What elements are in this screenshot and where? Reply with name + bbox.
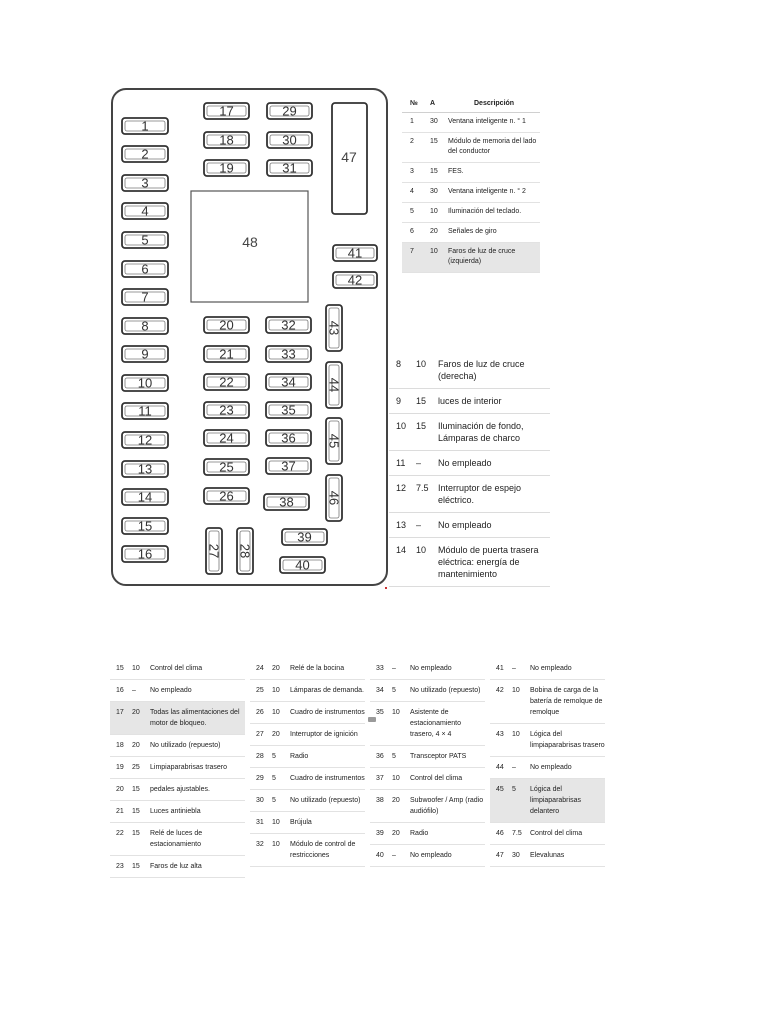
table-row	[250, 724, 365, 746]
fuse-amps: 5	[392, 680, 410, 702]
fuse-description: pedales ajustables.	[150, 779, 245, 801]
fuse-label: 28	[237, 543, 253, 559]
table-row	[370, 845, 485, 867]
fuse-amps: –	[392, 845, 410, 867]
fuse-13	[122, 461, 168, 477]
table-header-row	[402, 96, 540, 113]
fuse-42	[333, 272, 377, 288]
header-amps: A	[430, 96, 448, 113]
fuse-number: 47	[490, 845, 512, 867]
table-row	[250, 834, 365, 867]
fuse-38	[264, 494, 309, 510]
fuse-4	[122, 203, 168, 219]
fuse-number: 4	[402, 183, 430, 203]
fuse-table-1-7	[402, 96, 540, 273]
fuse-label: 38	[279, 494, 294, 510]
fuse-7	[122, 289, 168, 305]
fuse-43	[326, 305, 342, 351]
header-description: Descripción	[448, 96, 540, 113]
fuse-description: Módulo de control de restricciones	[290, 834, 365, 867]
fuse-number: 26	[250, 702, 272, 724]
table-row	[490, 680, 605, 724]
table-row	[250, 812, 365, 834]
fuse-24	[204, 430, 249, 446]
fuse-description: Subwoofer / Amp (radio audiófilo)	[410, 790, 485, 823]
fuse-amps: –	[416, 513, 438, 538]
fuse-label: 16	[137, 546, 153, 562]
fuse-label: 25	[219, 459, 234, 475]
fuse-description: No empleado	[438, 513, 550, 538]
fuse-description: Control del clima	[410, 768, 485, 790]
fuse-8	[122, 318, 168, 334]
table-row	[110, 658, 245, 680]
fuse-10	[122, 375, 168, 391]
fuse-label: 35	[281, 402, 296, 418]
table-row	[250, 746, 365, 768]
table-row	[389, 538, 550, 587]
fuse-label: 46	[326, 490, 342, 506]
fuse-18	[204, 132, 249, 148]
fuse-21	[204, 346, 249, 362]
fuse-number: 36	[370, 746, 392, 768]
table-row	[110, 856, 245, 878]
fuse-number: 39	[370, 823, 392, 845]
table-row	[402, 183, 540, 203]
fuse-amps: 10	[430, 243, 448, 273]
fuse-label: 33	[281, 346, 296, 362]
table-row	[250, 680, 365, 702]
fuse-table-8-14	[389, 352, 550, 587]
fuse-description: Ventana inteligente n. ° 2	[448, 183, 540, 203]
fuse-label: 23	[219, 402, 234, 418]
fuse-37	[266, 458, 311, 474]
fuse-label: 44	[326, 377, 342, 393]
fuse-39	[282, 529, 327, 545]
fuse-amps: 10	[430, 203, 448, 223]
fuse-amps: 10	[512, 724, 530, 757]
fuse-amps: –	[512, 757, 530, 779]
fuse-amps: 30	[512, 845, 530, 867]
fuse-number: 46	[490, 823, 512, 845]
fuse-number: 28	[250, 746, 272, 768]
fuse-number: 5	[402, 203, 430, 223]
fuse-22	[204, 374, 249, 390]
fuse-label: 15	[137, 518, 153, 534]
corner-mark	[385, 587, 387, 589]
fuse-label: 5	[141, 232, 149, 248]
table-row	[490, 724, 605, 757]
fuse-amps: 15	[132, 856, 150, 878]
table-row	[490, 823, 605, 845]
fuse-label: 6	[141, 261, 149, 277]
fuse-label: 43	[326, 320, 342, 336]
fuse-description: Faros de luz de cruce (derecha)	[438, 352, 550, 389]
fuse-number: 12	[389, 476, 416, 513]
column-resize-handle[interactable]	[368, 717, 376, 722]
table-row	[402, 113, 540, 133]
fuse-number: 24	[250, 658, 272, 680]
fuse-description: Control del clima	[150, 658, 245, 680]
fuse-amps: 20	[272, 724, 290, 746]
fuse-description: Relé de la bocina	[290, 658, 365, 680]
table-row	[389, 513, 550, 538]
fuse-label: 45	[326, 433, 342, 449]
fuse-number: 8	[389, 352, 416, 389]
fuse-label: 40	[295, 557, 310, 573]
fuse-description: No utilizado (repuesto)	[290, 790, 365, 812]
fuse-14	[122, 489, 168, 505]
fuse-label: 7	[141, 289, 149, 305]
fuse-15	[122, 518, 168, 534]
fuse-amps: 5	[272, 746, 290, 768]
fuse-number: 34	[370, 680, 392, 702]
fuse-6	[122, 261, 168, 277]
table-row	[110, 779, 245, 801]
fuse-number: 7	[402, 243, 430, 273]
fuse-amps: 10	[392, 702, 410, 746]
table-row	[389, 414, 550, 451]
fuse-5	[122, 232, 168, 248]
fuse-34	[266, 374, 311, 390]
fuse-description: Módulo de puerta trasera eléctrica: energía de mantenimiento	[438, 538, 550, 587]
fuse-amps: 10	[512, 680, 530, 724]
fuse-description: Lógica del limpiaparabrisas trasero	[530, 724, 605, 757]
fuse-label: 41	[347, 245, 363, 261]
fuse-label: 20	[219, 317, 234, 333]
fuse-description: Cuadro de instrumentos	[290, 702, 365, 724]
fuse-number: 14	[389, 538, 416, 587]
fuse-number: 23	[110, 856, 132, 878]
fuse-table-15-23	[110, 658, 245, 878]
fuse-2	[122, 146, 168, 162]
fuse-number: 19	[110, 757, 132, 779]
fuse-description: No empleado	[530, 757, 605, 779]
fuse-40	[280, 557, 325, 573]
fuse-description: Asistente de estacionamiento trasero, 4 × 4	[410, 702, 485, 746]
fuse-label: 10	[137, 375, 153, 391]
fuse-amps: 20	[392, 823, 410, 845]
fuse-description: Lámparas de demanda.	[290, 680, 365, 702]
fuse-description: Bobina de carga de la batería de remolque de remolque	[530, 680, 605, 724]
fuse-number: 40	[370, 845, 392, 867]
table-row	[370, 823, 485, 845]
fuse-label: 29	[282, 103, 297, 119]
relay-48	[191, 191, 308, 302]
fuse-41	[333, 245, 377, 261]
table-row	[370, 768, 485, 790]
table-row	[490, 845, 605, 867]
table-row	[370, 680, 485, 702]
relay-47	[332, 103, 367, 214]
table-row	[250, 658, 365, 680]
table-row	[389, 389, 550, 414]
fuse-46	[326, 475, 342, 521]
relay-label: 47	[341, 149, 357, 165]
fuse-label: 17	[219, 103, 234, 119]
fuse-number: 2	[402, 133, 430, 163]
fuse-29	[267, 103, 312, 119]
fuse-16	[122, 546, 168, 562]
fuse-number: 42	[490, 680, 512, 724]
fuse-32	[266, 317, 311, 333]
table-row	[110, 757, 245, 779]
fuse-9	[122, 346, 168, 362]
fuse-description: No empleado	[530, 658, 605, 680]
fuse-label: 4	[141, 203, 149, 219]
table-row	[402, 133, 540, 163]
fuse-17	[204, 103, 249, 119]
fuse-30	[267, 132, 312, 148]
fuse-description: No empleado	[438, 451, 550, 476]
fuse-label: 1	[141, 118, 149, 134]
fuse-3	[122, 175, 168, 191]
fuse-number: 20	[110, 779, 132, 801]
fuse-amps: 7.5	[416, 476, 438, 513]
fuse-amps: 10	[272, 834, 290, 867]
fuse-description: Radio	[290, 746, 365, 768]
fuse-label: 19	[219, 160, 234, 176]
table-row	[370, 746, 485, 768]
fuse-23	[204, 402, 249, 418]
fuse-number: 22	[110, 823, 132, 856]
fuse-label: 30	[282, 132, 297, 148]
fuse-number: 44	[490, 757, 512, 779]
fuse-table-41-47	[490, 658, 605, 867]
fuse-number: 32	[250, 834, 272, 867]
fuse-number: 11	[389, 451, 416, 476]
fuse-amps: 7.5	[512, 823, 530, 845]
fuse-28	[237, 528, 253, 574]
table-row	[110, 801, 245, 823]
fuse-number: 21	[110, 801, 132, 823]
fuse-description: Interruptor de espejo eléctrico.	[438, 476, 550, 513]
fuse-label: 14	[137, 489, 153, 505]
fuse-description: Elevalunas	[530, 845, 605, 867]
fuse-description: Ventana inteligente n. ° 1	[448, 113, 540, 133]
fuse-1	[122, 118, 168, 134]
fuse-description: FES.	[448, 163, 540, 183]
relay-label: 48	[242, 234, 258, 250]
fuse-number: 3	[402, 163, 430, 183]
fuse-amps: 15	[132, 779, 150, 801]
fuse-number: 29	[250, 768, 272, 790]
table-row	[402, 223, 540, 243]
fuse-description: Control del clima	[530, 823, 605, 845]
fuse-amps: –	[132, 680, 150, 702]
fuse-amps: 5	[272, 790, 290, 812]
fuse-number: 41	[490, 658, 512, 680]
fuse-amps: 30	[430, 183, 448, 203]
fuse-amps: 10	[272, 702, 290, 724]
table-row	[110, 823, 245, 856]
fuse-table-33-40	[370, 658, 485, 867]
fuse-description: Faros de luz alta	[150, 856, 245, 878]
fuse-label: 42	[347, 272, 363, 288]
fuse-description: Interruptor de ignición	[290, 724, 365, 746]
fuse-description: No empleado	[410, 658, 485, 680]
fuse-amps: 5	[512, 779, 530, 823]
table-row	[250, 790, 365, 812]
fuse-description: Lógica del limpiaparabrisas delantero	[530, 779, 605, 823]
fuse-44	[326, 362, 342, 408]
fuse-number: 30	[250, 790, 272, 812]
fuse-amps: 15	[430, 163, 448, 183]
fuse-amps: –	[512, 658, 530, 680]
fuse-number: 27	[250, 724, 272, 746]
fuse-label: 39	[297, 529, 312, 545]
fuse-label: 9	[141, 346, 149, 362]
table-row	[370, 658, 485, 680]
fuse-number: 31	[250, 812, 272, 834]
fuse-number: 45	[490, 779, 512, 823]
fuse-number: 13	[389, 513, 416, 538]
fuse-table-24-32	[250, 658, 365, 867]
header-number: №	[402, 96, 430, 113]
fuse-description: No utilizado (repuesto)	[410, 680, 485, 702]
fuse-description: Transceptor PATS	[410, 746, 485, 768]
fuse-amps: 10	[272, 680, 290, 702]
fuse-description: Faros de luz de cruce (izquierda)	[448, 243, 540, 273]
fuse-amps: 10	[272, 812, 290, 834]
fuse-description: No empleado	[410, 845, 485, 867]
fuse-label: 12	[137, 432, 153, 448]
fuse-amps: –	[416, 451, 438, 476]
fuse-description: Relé de luces de estacionamiento	[150, 823, 245, 856]
fuse-19	[204, 160, 249, 176]
fuse-number: 18	[110, 735, 132, 757]
fuse-label: 27	[206, 543, 222, 559]
fuse-description: No utilizado (repuesto)	[150, 735, 245, 757]
fuse-45	[326, 418, 342, 464]
fuse-label: 34	[281, 374, 296, 390]
fuse-amps: 10	[416, 352, 438, 389]
fuse-amps: 20	[272, 658, 290, 680]
table-row	[250, 702, 365, 724]
fuse-amps: –	[392, 658, 410, 680]
fuse-number: 9	[389, 389, 416, 414]
fuse-20	[204, 317, 249, 333]
fuse-label: 2	[141, 146, 149, 162]
fuse-label: 13	[137, 461, 153, 477]
fuse-number: 1	[402, 113, 430, 133]
table-row	[110, 680, 245, 702]
fuse-26	[204, 488, 249, 504]
fuse-description: No empleado	[150, 680, 245, 702]
fuse-amps: 10	[132, 658, 150, 680]
fuse-description: Limpiaparabrisas trasero	[150, 757, 245, 779]
table-row	[389, 476, 550, 513]
fuse-number: 33	[370, 658, 392, 680]
fuse-label: 22	[219, 374, 234, 390]
fuse-11	[122, 403, 168, 419]
fuse-amps: 15	[416, 414, 438, 451]
fuse-number: 38	[370, 790, 392, 823]
fuse-31	[267, 160, 312, 176]
table-row	[402, 163, 540, 183]
fuse-description: Luces antiniebla	[150, 801, 245, 823]
fuse-label: 8	[141, 318, 149, 334]
fuse-number: 6	[402, 223, 430, 243]
fuse-amps: 15	[416, 389, 438, 414]
fuse-label: 31	[282, 160, 297, 176]
fuse-number: 15	[110, 658, 132, 680]
fuse-33	[266, 346, 311, 362]
fuse-amps: 30	[430, 113, 448, 133]
fuse-description: Señales de giro	[448, 223, 540, 243]
table-row	[250, 768, 365, 790]
table-row	[110, 735, 245, 757]
fuse-amps: 25	[132, 757, 150, 779]
fuse-number: 43	[490, 724, 512, 757]
fuse-amps: 5	[272, 768, 290, 790]
fuse-label: 21	[219, 346, 234, 362]
fuse-description: Brújula	[290, 812, 365, 834]
fuse-description: luces de interior	[438, 389, 550, 414]
fuse-label: 11	[138, 403, 152, 419]
fuse-label: 32	[281, 317, 296, 333]
fuse-amps: 15	[430, 133, 448, 163]
fuse-label: 36	[281, 430, 296, 446]
table-row	[370, 790, 485, 823]
table-row	[370, 702, 485, 746]
fuse-number: 37	[370, 768, 392, 790]
table-row	[389, 352, 550, 389]
table-row	[389, 451, 550, 476]
fuse-amps: 20	[430, 223, 448, 243]
fuse-label: 18	[219, 132, 234, 148]
table-row	[402, 243, 540, 273]
fuse-amps: 20	[392, 790, 410, 823]
fuse-amps: 10	[392, 768, 410, 790]
fuse-description: Iluminación de fondo, Lámparas de charco	[438, 414, 550, 451]
fuse-amps: 20	[132, 702, 150, 735]
fuse-number: 10	[389, 414, 416, 451]
fuse-description: Iluminación del teclado.	[448, 203, 540, 223]
fuse-amps: 5	[392, 746, 410, 768]
fuse-label: 3	[141, 175, 149, 191]
table-row	[402, 203, 540, 223]
fuse-label: 26	[219, 488, 234, 504]
table-row	[490, 757, 605, 779]
fuse-35	[266, 402, 311, 418]
fuse-number: 35	[370, 702, 392, 746]
fuse-amps: 15	[132, 823, 150, 856]
fuse-number: 25	[250, 680, 272, 702]
fuse-description: Radio	[410, 823, 485, 845]
fuse-12	[122, 432, 168, 448]
fuse-36	[266, 430, 311, 446]
fuse-label: 37	[281, 458, 296, 474]
table-row	[110, 702, 245, 735]
fuse-description: Módulo de memoria del lado del conductor	[448, 133, 540, 163]
fuse-description: Cuadro de instrumentos	[290, 768, 365, 790]
table-row	[490, 658, 605, 680]
fuse-27	[206, 528, 222, 574]
fuse-label: 24	[219, 430, 234, 446]
table-row	[490, 779, 605, 823]
fuse-number: 17	[110, 702, 132, 735]
fuse-number: 16	[110, 680, 132, 702]
fuse-amps: 20	[132, 735, 150, 757]
fuse-amps: 15	[132, 801, 150, 823]
fuse-25	[204, 459, 249, 475]
fuse-description: Todas las alimentaciones del motor de bloqueo.	[150, 702, 245, 735]
fuse-amps: 10	[416, 538, 438, 587]
